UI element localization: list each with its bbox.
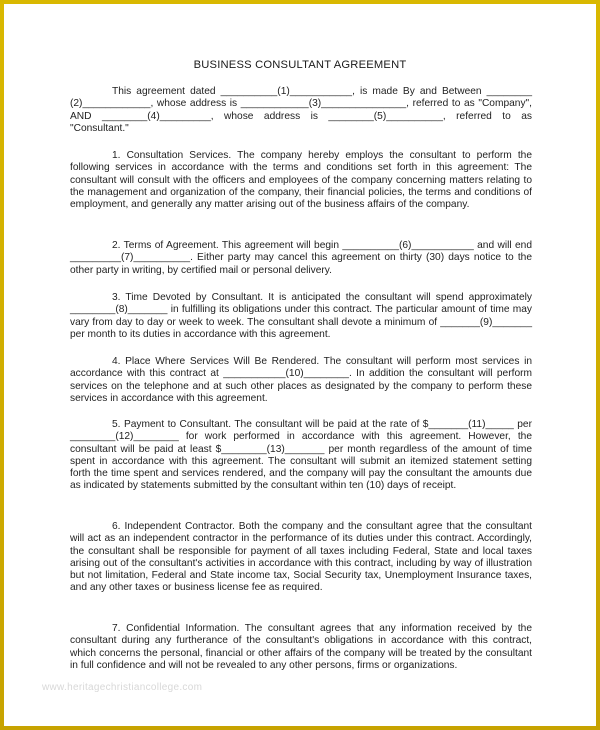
paragraph-text: 1. Consultation Services. The company hereby employs the consultant to perform the following services in accordance with the terms and conditions set forth in this agreement: The consultant will consult with the officers and employees of the company concerning matters relating to the management and organization of the company, their financial policies, the terms and conditions of employment, and generally any matter arising out of the business affairs of the company. <box>70 150 532 211</box>
paragraph-text: 2. Terms of Agreement. This agreement will begin __________(6)___________ and will end _________(7)__________. Either party may cancel this agreement on thirty (30) days notice to the other party in writing, by certified mail or personal delivery. <box>70 240 532 276</box>
section-3-time-devoted <box>70 292 532 341</box>
paragraph-text: This agreement dated __________(1)___________, is made By and Between ________ (2)____________, whose address is ____________(3)_______________, referred to as "Company", AND ________(4)_________, whose address is ________(5)__________, referred to as "Consultant." <box>70 86 532 134</box>
section-5-payment <box>70 419 532 493</box>
paragraph-text: 6. Independent Contractor. Both the company and the consultant agree that the consultant will act as an independent contractor in the performance of its duties under this contract. Accordingly, the consultant shall be responsible for payment of all taxes including Federal, State and local taxes arising out of the consultant's activities in accordance with this contract, including by way of illustration but not limitation, Federal and State income tax, Social Security tax, Unemployment Insurance taxes, and any other taxes or business license fee as required. <box>70 521 532 594</box>
paragraph-text: 4. Place Where Services Will Be Rendered. The consultant will perform most services in accordance with this contract at ___________(10)________. In addition the consultant will perform services on the telephone and at such other places as designated by the company to perform these services in accordance with this agreement. <box>70 356 532 404</box>
document-title: BUSINESS CONSULTANT AGREEMENT <box>193 59 407 71</box>
intro-paragraph <box>70 86 532 135</box>
paragraph-text: 7. Confidential Information. The consultant agrees that any information received by the consultant during any furtherance of the consultant's obligations in accordance with this contract, which concerns the personal, financial or other affairs of the company will be treated by the consultant in full confidence and will not be revealed to any other persons, firms or organizations. <box>70 623 532 671</box>
paragraph-text: 3. Time Devoted by Consultant. It is anticipated the consultant will spend approximately ________(8)_______ in fulfilling its obligations under this contract. The particular amount of time may vary from day to day or week to week. The consultant shall devote a minimum of _______(9)_______ per month to its duties in accordance with this agreement. <box>70 292 532 340</box>
watermark: www.heritagechristiancollege.com <box>42 682 203 693</box>
section-2-terms <box>70 240 532 277</box>
section-1-consultation-services <box>70 150 532 211</box>
section-6-independent-contractor <box>70 521 532 595</box>
document-page <box>4 4 596 726</box>
paragraph-text: 5. Payment to Consultant. The consultant will be paid at the rate of $_______(11)_____ per ________(12)________ for work performed in accordance with this agreement. However, the consultant will be paid at least $________(13)_______ per month regardless of the amount of time spent in accordance with this agreement. The consultant will submit an itemized statement setting forth the time spent and services rendered, and the company will pay the consultant the amounts due as indicated by statements submitted by the consultant within ten (10) days of receipt. <box>70 419 532 492</box>
section-4-place-of-services <box>70 356 532 405</box>
section-7-confidential-information <box>70 623 532 672</box>
